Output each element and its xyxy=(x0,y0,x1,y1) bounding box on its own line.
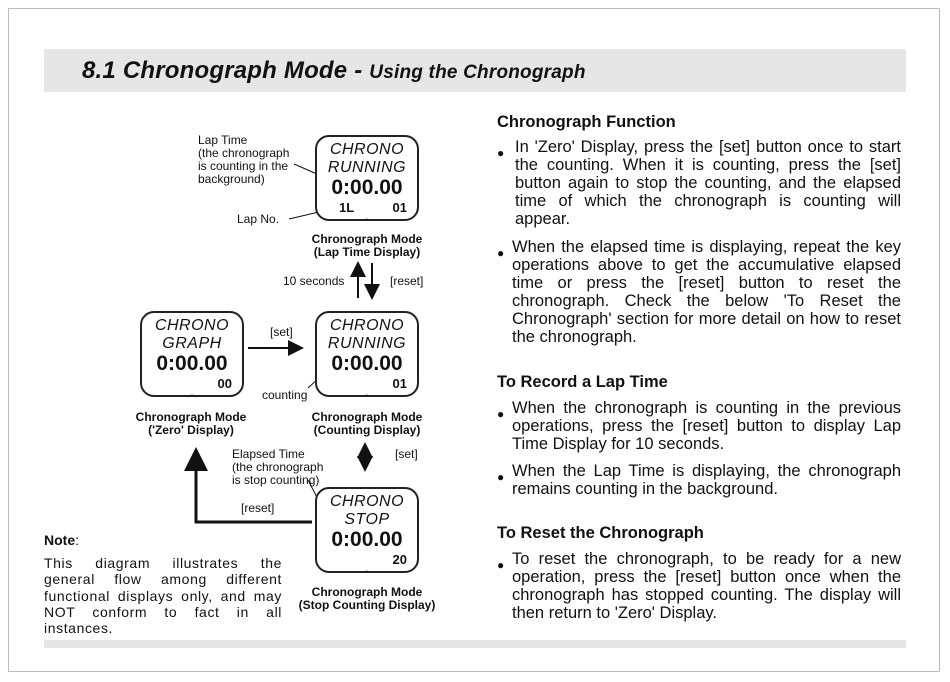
label-counting: counting xyxy=(262,388,308,402)
caption-counting xyxy=(300,411,434,437)
lcd-line2: GRAPH xyxy=(162,335,222,352)
bullet-dot: ● xyxy=(497,407,505,421)
lcd-time: 0:00.00 xyxy=(331,176,403,199)
lcd-number: 20 xyxy=(392,552,407,567)
label-line: is stop counting) xyxy=(232,473,320,487)
lcd-dots: .. xyxy=(365,391,369,397)
label-line: (the chronograph xyxy=(232,460,324,474)
label-elapsed-time xyxy=(232,448,323,487)
note-text: This diagram illustrates the general flow among different functional displays only, and may NOT conform to fact in all instances. xyxy=(44,555,282,637)
caption-line1: Chronograph Mode xyxy=(311,410,423,424)
lcd-lap-time-display xyxy=(315,135,419,221)
lcd-stop-display xyxy=(315,487,419,573)
lcd-line2: RUNNING xyxy=(327,335,407,352)
caption-stop xyxy=(296,586,438,612)
label-lap-time xyxy=(198,134,289,186)
bullet-lap-2 xyxy=(497,462,901,498)
label-set-right: [set] xyxy=(395,447,418,461)
lcd-time: 0:00.00 xyxy=(156,352,228,375)
label-ten-seconds: 10 seconds xyxy=(283,274,345,288)
title-main: 8.1 Chronograph Mode - xyxy=(82,57,370,84)
lcd-line1: CHRONO xyxy=(154,317,230,334)
label-line: is counting in the xyxy=(198,159,289,173)
bullet-dot: ● xyxy=(497,558,505,572)
bullet-function-2 xyxy=(497,238,901,346)
heading-record-lap: To Record a Lap Time xyxy=(497,373,668,391)
lcd-time: 0:00.00 xyxy=(331,352,403,375)
lcd-dots: .. xyxy=(365,215,369,221)
caption-lap-time xyxy=(300,233,434,259)
note-heading xyxy=(44,532,79,548)
bullet-text: When the chronograph is counting in the previous operations, press the [reset] button to display Lap Time Display for 10 seconds. xyxy=(512,399,901,453)
caption-line2: (Stop Counting Display) xyxy=(298,598,436,612)
bullet-reset-1 xyxy=(497,550,901,622)
caption-line1: Chronograph Mode xyxy=(311,585,423,599)
lcd-line1: CHRONO xyxy=(329,317,405,334)
title-sub: Using the Chronograph xyxy=(369,62,586,83)
bullet-text: To reset the chronograph, to be ready for a new operation, press the [reset] button once when the chronograph has stopped counting. The display will then return to 'Zero' Display. xyxy=(512,550,901,622)
lcd-number: 00 xyxy=(217,376,232,391)
lcd-line2: RUNNING xyxy=(327,159,407,176)
caption-zero xyxy=(124,411,258,437)
label-reset-top: [reset] xyxy=(390,274,424,288)
bullet-text: When the elapsed time is displaying, repeat the key operations above to get the accumulative elapsed time or press the [reset] button to reset the chronograph. Check the below 'To Reset the Chronograph' section for more detail on how to reset the chronograph. xyxy=(512,238,901,346)
bullet-text: In 'Zero' Display, press the [set] button once to start the counting. When it is counting, press the [set] button again to stop the counting, and the elapsed time of which the chronograph is counting will appear. xyxy=(515,138,901,228)
caption-line2: ('Zero' Display) xyxy=(148,423,234,437)
label-reset-bottom: [reset] xyxy=(241,501,275,515)
lcd-number: 01 xyxy=(392,200,407,215)
lcd-dots: .. xyxy=(190,391,194,397)
bottom-bar xyxy=(44,640,906,648)
caption-line2: (Lap Time Display) xyxy=(313,245,421,259)
bullet-function-1 xyxy=(497,138,901,228)
bullet-text: When the Lap Time is displaying, the chronograph remains counting in the background. xyxy=(512,462,901,498)
bullet-lap-1 xyxy=(497,399,901,453)
lcd-lap: 1L xyxy=(339,200,355,215)
bullet-dot: ● xyxy=(497,246,505,260)
caption-line1: Chronograph Mode xyxy=(135,410,247,424)
note-colon: : xyxy=(75,532,80,548)
lcd-zero-display xyxy=(140,311,244,397)
label-line: background) xyxy=(198,172,265,186)
bullet-dot: ● xyxy=(497,470,505,484)
bullet-dot: ● xyxy=(497,146,505,160)
heading-reset: To Reset the Chronograph xyxy=(497,524,704,542)
lcd-dots: .. xyxy=(365,567,369,573)
lcd-time: 0:00.00 xyxy=(331,528,403,551)
heading-chronograph-function: Chronograph Function xyxy=(497,113,676,131)
label-set-zero: [set] xyxy=(270,325,293,339)
lcd-line1: CHRONO xyxy=(329,141,405,158)
lcd-line1: CHRONO xyxy=(329,493,405,510)
note-heading-text: Note xyxy=(44,532,76,548)
label-line: Elapsed Time xyxy=(232,447,305,461)
lcd-number: 01 xyxy=(392,376,407,391)
caption-line1: Chronograph Mode xyxy=(311,232,423,246)
label-lap-no: Lap No. xyxy=(237,212,280,226)
label-line: (the chronograph xyxy=(198,146,290,160)
caption-line2: (Counting Display) xyxy=(313,423,421,437)
label-line: Lap Time xyxy=(198,133,248,147)
lcd-counting-display xyxy=(315,311,419,397)
lcd-line2: STOP xyxy=(344,511,390,528)
